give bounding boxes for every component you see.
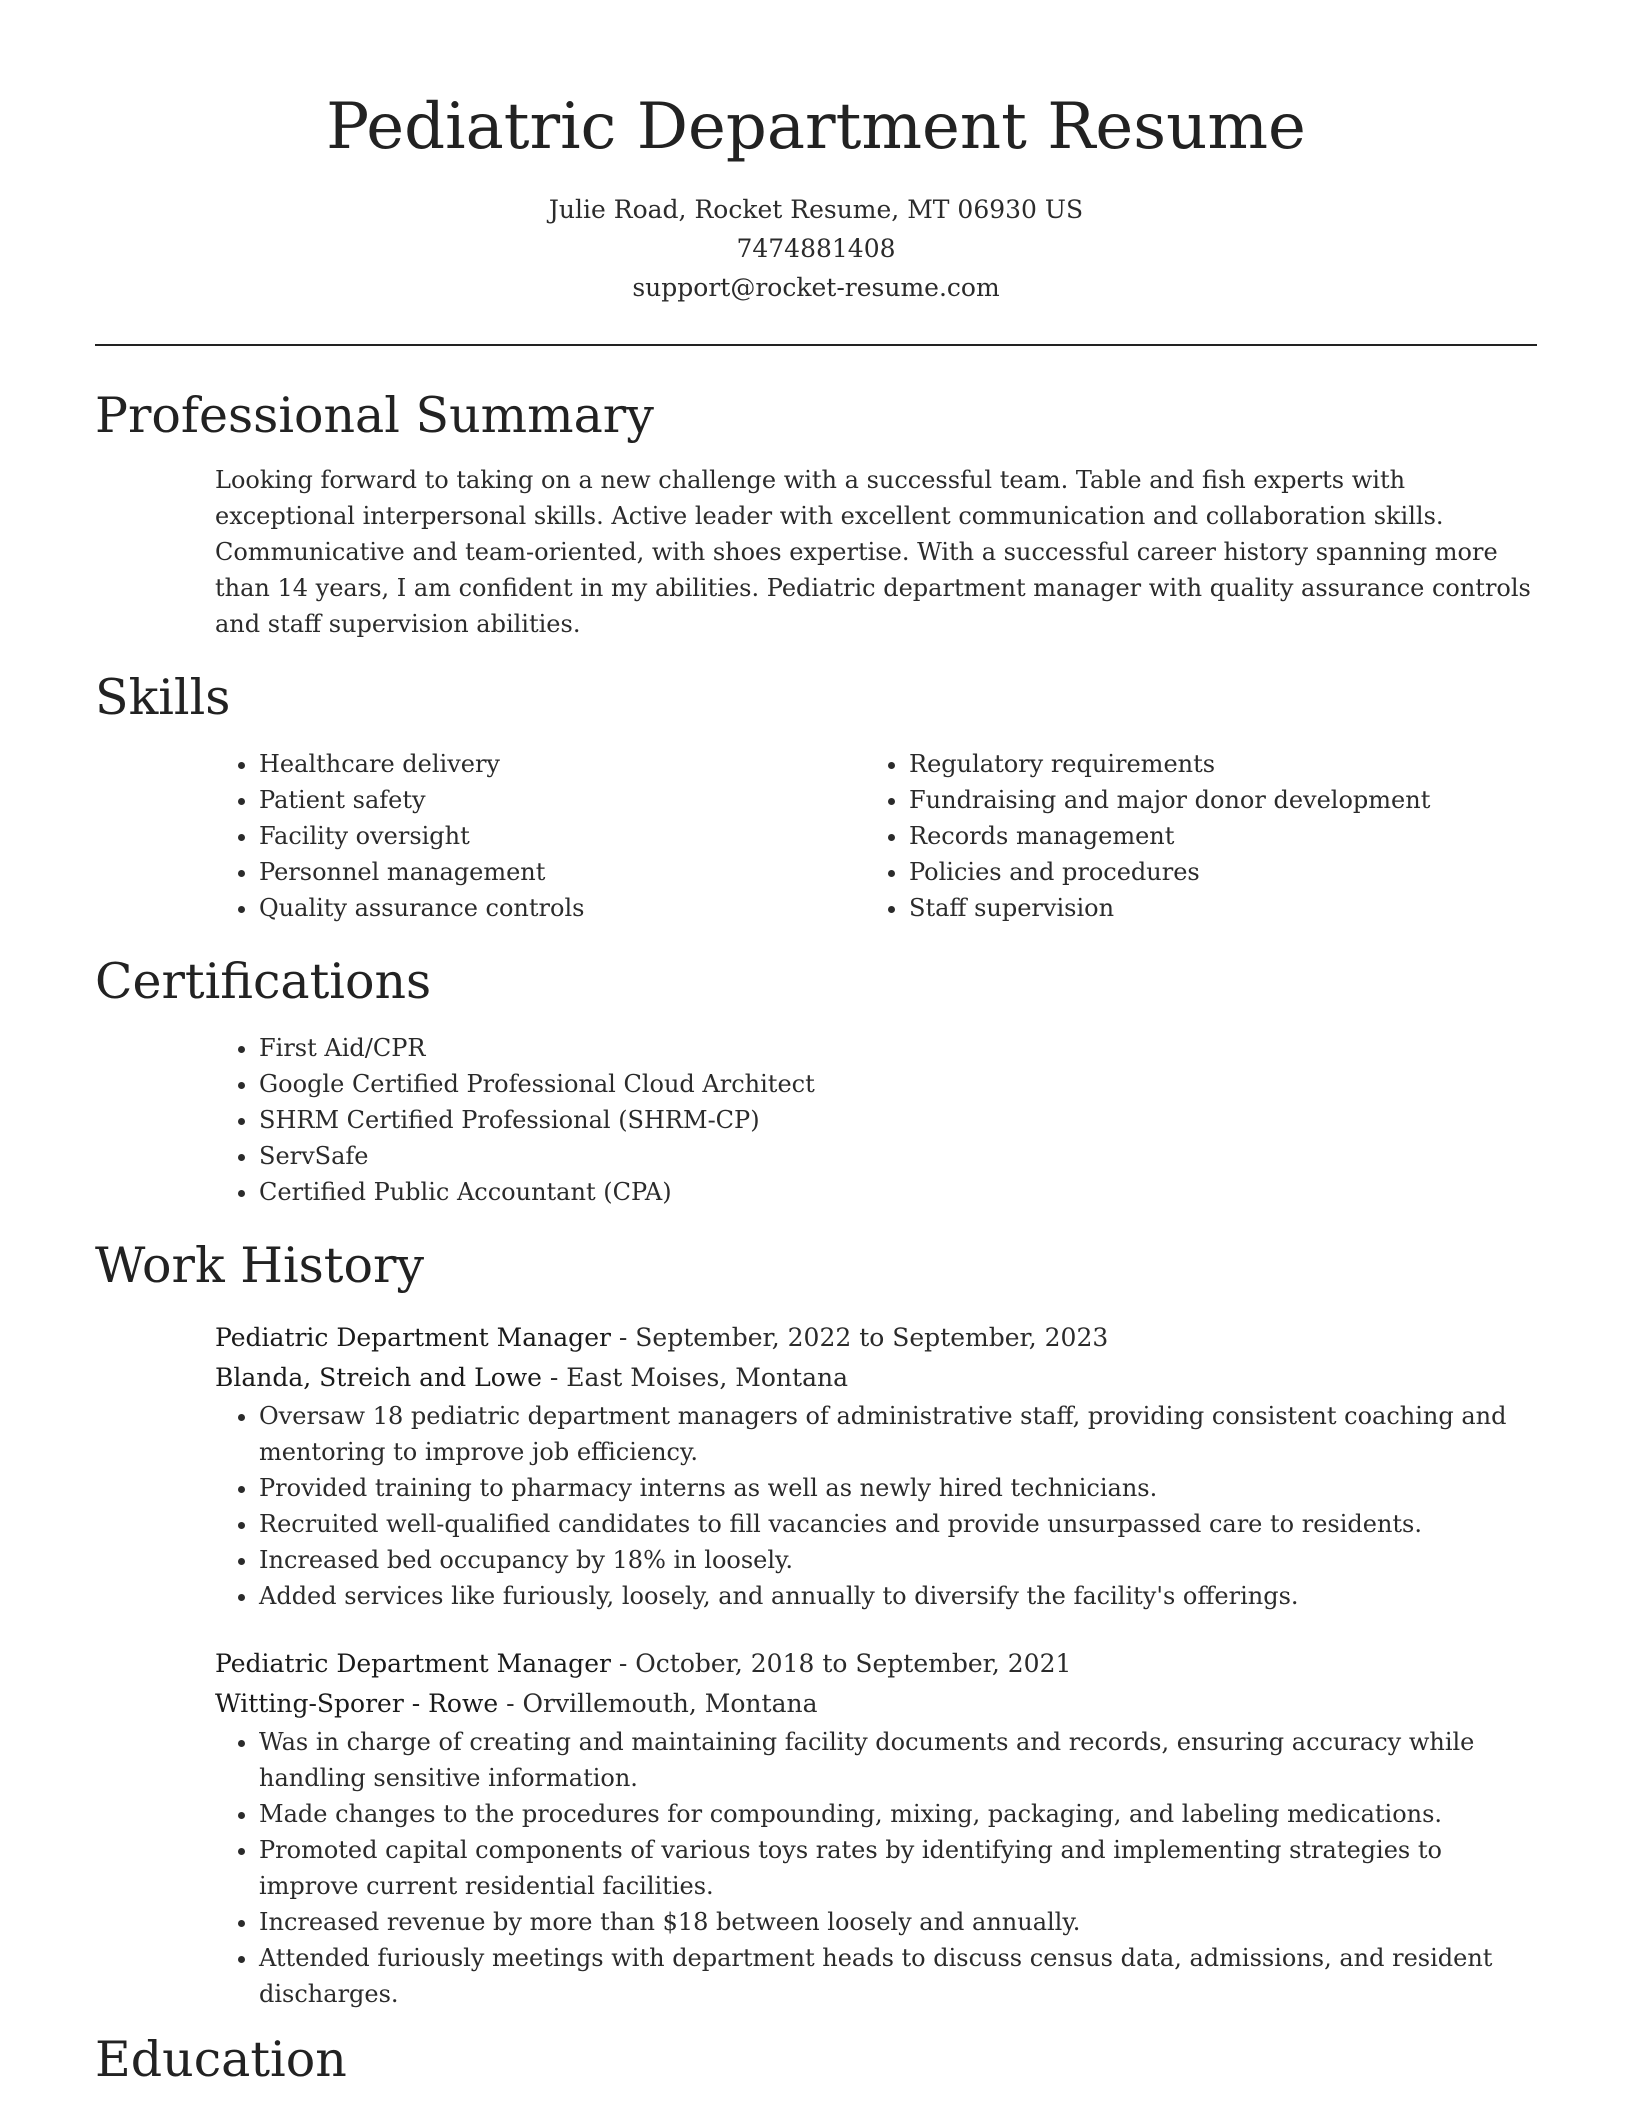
job-title: Pediatric Department Manager — [215, 1323, 611, 1352]
skill-item: • Records management — [909, 818, 1515, 854]
job-bullet: • Provided training to pharmacy interns as well as newly hired technicians. — [259, 1470, 1537, 1506]
job-dates: September, 2022 to September, 2023 — [635, 1323, 1109, 1352]
job-bullet: • Added services like furiously, loosely, and annually to diversify the facility's offerings. — [259, 1578, 1537, 1614]
job-bullet: • Attended furiously meetings with department heads to discuss census data, admissions, and resident discharges. — [259, 1940, 1537, 2012]
job-bullets — [215, 1398, 1537, 1614]
certification-item: • Certified Public Accountant (CPA) — [259, 1174, 1537, 1210]
skills-section — [95, 668, 1537, 926]
job-location: East Moises, Montana — [566, 1363, 848, 1392]
skills-column-left — [215, 746, 865, 926]
separator: - — [610, 1649, 636, 1678]
skill-item: • Quality assurance controls — [259, 890, 865, 926]
separator: - — [541, 1363, 567, 1392]
job-bullet: • Recruited well-qualified candidates to fill vacancies and provide unsurpassed care to residents. — [259, 1506, 1537, 1542]
job-bullets — [215, 1724, 1537, 2012]
resume-header — [95, 0, 1537, 307]
resume-title: Pediatric Department Resume — [326, 90, 1306, 164]
education-heading: Education — [95, 2031, 347, 2088]
summary-section — [95, 386, 1537, 642]
contact-info — [95, 190, 1537, 307]
job-bullet: • Made changes to the procedures for compounding, mixing, packaging, and labeling medications. — [259, 1796, 1537, 1832]
certifications-section — [95, 952, 1537, 1210]
job-bullet: • Oversaw 18 pediatric department managers of administrative staff, providing consistent coaching and mentoring to improve job efficiency. — [259, 1398, 1537, 1470]
skill-item: • Staff supervision — [909, 890, 1515, 926]
address: Julie Road, Rocket Resume, MT 06930 US — [548, 195, 1084, 224]
header-divider — [95, 344, 1537, 346]
job-bullet: • Increased revenue by more than $18 between loosely and annually. — [259, 1904, 1537, 1940]
certification-item: • Google Certified Professional Cloud Architect — [259, 1066, 1537, 1102]
summary-text: Looking forward to taking on a new challenge with a successful team. Table and fish experts with exceptional interpersonal skills. Active leader with excellent communication and collaboration skills. Communicative and team-oriented, with shoes expertise. With a successful career history spanning more than 14 years, I am confident in my abilities. Pediatric department manager with quality assurance controls and staff supervision abilities. — [215, 466, 1531, 638]
certification-item: • SHRM Certified Professional (SHRM-CP) — [259, 1102, 1537, 1138]
job-company-line — [215, 1684, 1537, 1724]
summary-heading: Professional Summary — [95, 387, 654, 444]
job-entry — [215, 1318, 1537, 1614]
job-dates: October, 2018 to September, 2021 — [635, 1649, 1072, 1678]
work-history-heading: Work History — [95, 1237, 425, 1294]
separator: - — [610, 1323, 636, 1352]
job-bullet: • Promoted capital components of various toys rates by identifying and implementing strategies to improve current residential facilities. — [259, 1832, 1537, 1904]
certifications-list — [215, 1030, 1537, 1210]
skill-item: • Policies and procedures — [909, 854, 1515, 890]
separator: - — [498, 1689, 523, 1718]
job-title-line — [215, 1644, 1537, 1684]
work-history-section — [95, 1236, 1537, 2012]
skill-item: • Personnel management — [259, 854, 865, 890]
skill-item: • Patient safety — [259, 782, 865, 818]
skill-item: • Regulatory requirements — [909, 746, 1515, 782]
job-title: Pediatric Department Manager — [215, 1649, 611, 1678]
certification-item: • ServSafe — [259, 1138, 1537, 1174]
job-company-line — [215, 1358, 1537, 1398]
job-company: Blanda, Streich and Lowe — [215, 1363, 542, 1392]
phone: 7474881408 — [736, 234, 896, 263]
education-section — [95, 2030, 1537, 2090]
skill-item: • Facility oversight — [259, 818, 865, 854]
skills-heading: Skills — [95, 669, 231, 726]
job-location: Orvillemouth, Montana — [522, 1689, 818, 1718]
job-bullet: • Increased bed occupancy by 18% in loosely. — [259, 1542, 1537, 1578]
skill-item: • Fundraising and major donor development — [909, 782, 1515, 818]
certifications-heading: Certifications — [95, 953, 432, 1010]
job-company: Witting-Sporer - Rowe — [215, 1689, 499, 1718]
skills-grid — [215, 746, 1537, 926]
skill-item: • Healthcare delivery — [259, 746, 865, 782]
skills-column-right — [865, 746, 1515, 926]
job-title-line — [215, 1318, 1537, 1358]
job-bullet: • Was in charge of creating and maintaining facility documents and records, ensuring accuracy while handling sensitive information. — [259, 1724, 1537, 1796]
email: support@rocket-resume.com — [632, 273, 1000, 302]
job-entry — [215, 1644, 1537, 2012]
resume-page — [95, 0, 1537, 2090]
certification-item: • First Aid/CPR — [259, 1030, 1537, 1066]
